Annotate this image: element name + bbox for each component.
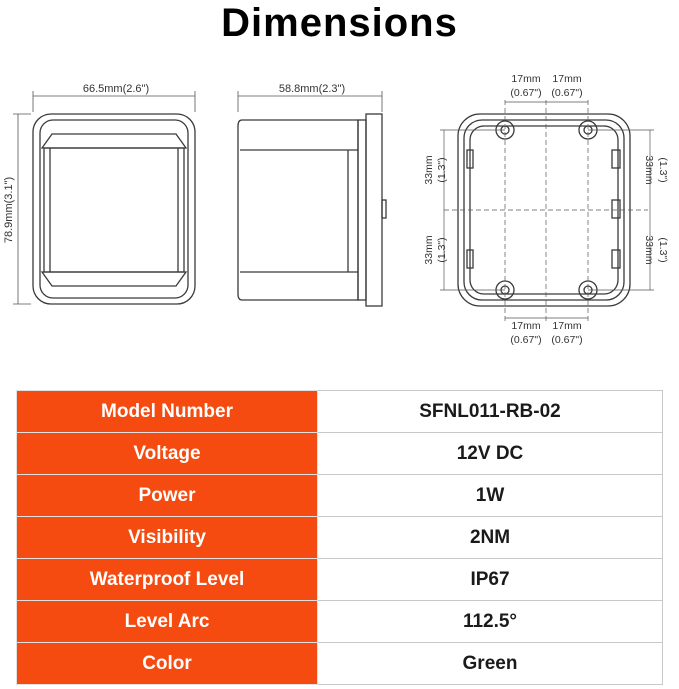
spec-label: Visibility (17, 517, 318, 559)
bottom-left-offset-in: (0.67") (510, 334, 542, 346)
left-lower-mm: 33mm (423, 235, 435, 265)
table-row (17, 559, 663, 601)
top-right-offset-mm: 17mm (552, 73, 582, 85)
front-width-label: 66.5mm(2.6") (82, 83, 150, 95)
spec-label: Model Number (17, 391, 318, 433)
top-left-offset-mm: 17mm (511, 73, 541, 85)
bottom-right-offset-mm: 17mm (552, 320, 582, 332)
bottom-left-offset-mm: 17mm (511, 320, 541, 332)
right-upper-mm: 33mm (643, 155, 655, 185)
spec-label: Waterproof Level (17, 559, 318, 601)
table-row (17, 517, 663, 559)
side-depth-label: 58.8mm(2.3") (278, 83, 346, 95)
specifications-table (16, 390, 663, 685)
dimension-drawings (0, 46, 679, 386)
spec-value: 12V DC (318, 433, 663, 475)
right-upper-in: (1.3") (657, 157, 669, 183)
table-row (17, 601, 663, 643)
spec-value: SFNL011-RB-02 (318, 391, 663, 433)
top-right-offset-in: (0.67") (551, 87, 583, 99)
height-label: 78.9mm(3.1") (3, 176, 15, 244)
right-lower-mm: 33mm (643, 235, 655, 265)
bottom-right-offset-in: (0.67") (551, 334, 583, 346)
page-title: Dimensions (221, 1, 458, 45)
spec-label: Color (17, 643, 318, 685)
spec-label: Power (17, 475, 318, 517)
spec-value: Green (318, 643, 663, 685)
left-upper-mm: 33mm (423, 155, 435, 185)
spec-label: Level Arc (17, 601, 318, 643)
spec-label: Voltage (17, 433, 318, 475)
left-upper-in: (1.3") (436, 157, 448, 183)
spec-value: 2NM (318, 517, 663, 559)
table-row (17, 433, 663, 475)
front-view-drawing (33, 114, 195, 304)
left-lower-in: (1.3") (436, 237, 448, 263)
table-row (17, 643, 663, 685)
side-view-drawing (238, 114, 386, 306)
right-lower-in: (1.3") (657, 237, 669, 263)
spec-value: 1W (318, 475, 663, 517)
table-row (17, 475, 663, 517)
spec-value: IP67 (318, 559, 663, 601)
table-row (17, 391, 663, 433)
spec-value: 112.5° (318, 601, 663, 643)
top-left-offset-in: (0.67") (510, 87, 542, 99)
